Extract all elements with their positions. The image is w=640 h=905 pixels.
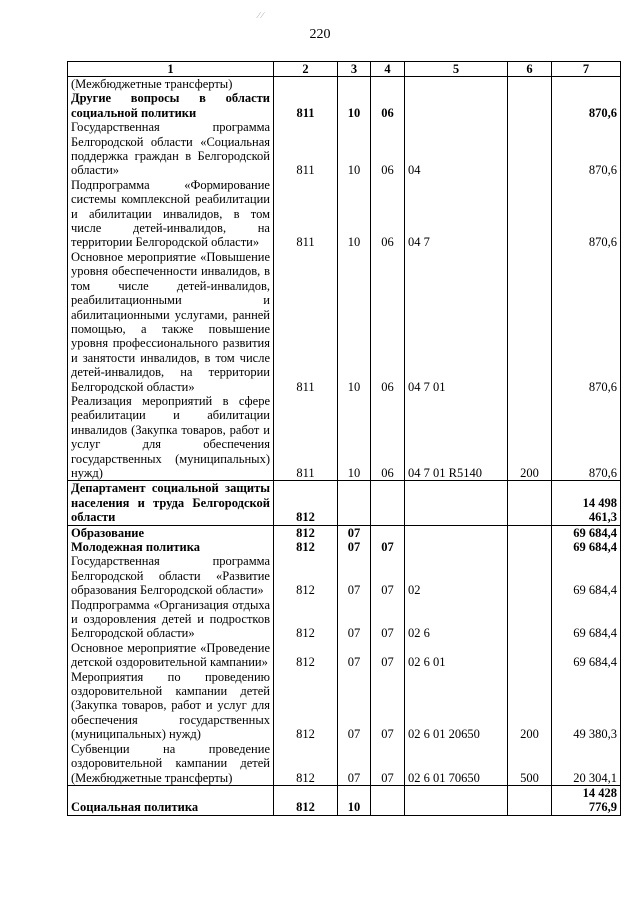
cell-subsection: 06 — [371, 178, 405, 250]
cell-ministry-code: 812 — [274, 525, 338, 540]
cell-subsection — [371, 525, 405, 540]
cell-ministry-code: 812 — [274, 670, 338, 742]
cell-section — [338, 77, 371, 92]
cell-section: 07 — [338, 742, 371, 786]
cell-ministry-code: 811 — [274, 250, 338, 394]
cell-name: Подпрограмма «Организация отдыха и оздоровления детей и подростков Белгородской области» — [68, 598, 274, 641]
cell-section: 07 — [338, 641, 371, 670]
cell-expense-type — [508, 481, 552, 525]
column-header-6: 6 — [508, 62, 552, 77]
table-row — [68, 77, 621, 92]
cell-amount: 870,6 — [552, 91, 621, 120]
cell-name: Молодежная политика — [68, 540, 274, 554]
cell-subsection: 07 — [371, 598, 405, 641]
cell-section: 07 — [338, 670, 371, 742]
column-header-4: 4 — [371, 62, 405, 77]
cell-subsection — [371, 481, 405, 525]
cell-expense-type — [508, 250, 552, 394]
cell-expense-type: 200 — [508, 670, 552, 742]
table-row — [68, 178, 621, 250]
cell-name: (Межбюджетные трансферты) — [68, 77, 274, 92]
table-row — [68, 598, 621, 641]
cell-target-article — [405, 785, 508, 815]
cell-section: 10 — [338, 91, 371, 120]
cell-expense-type — [508, 525, 552, 540]
cell-name: Социальная политика — [68, 785, 274, 815]
cell-ministry-code: 811 — [274, 120, 338, 178]
cell-amount: 870,6 — [552, 394, 621, 481]
cell-name: Основное мероприятие «Проведение детской оздоровительной кампании» — [68, 641, 274, 670]
cell-ministry-code: 811 — [274, 178, 338, 250]
cell-target-article: 02 6 01 20650 — [405, 670, 508, 742]
cell-expense-type — [508, 785, 552, 815]
cell-section: 10 — [338, 250, 371, 394]
page-number: 220 — [309, 27, 331, 42]
table-row — [68, 540, 621, 554]
cell-subsection — [371, 77, 405, 92]
cell-ministry-code: 812 — [274, 540, 338, 554]
cell-ministry-code: 812 — [274, 554, 338, 597]
cell-subsection: 07 — [371, 670, 405, 742]
header-row — [68, 62, 621, 77]
cell-section — [338, 481, 371, 525]
cell-ministry-code: 812 — [274, 641, 338, 670]
cell-ministry-code: 812 — [274, 481, 338, 525]
cell-name: Государственная программа Белгородской области «Социальная поддержка граждан в Белгородской области» — [68, 120, 274, 178]
column-header-3: 3 — [338, 62, 371, 77]
cell-section: 07 — [338, 540, 371, 554]
cell-name: Подпрограмма «Формирование системы комплексной реабилитации и абилитации инвалидов, в том числе детей-инвалидов, на территории Белгородской области» — [68, 178, 274, 250]
budget-table — [67, 61, 621, 816]
cell-name: Департамент социальной защиты населения и труда Белгородской области — [68, 481, 274, 525]
cell-name: Образование — [68, 525, 274, 540]
cell-expense-type — [508, 91, 552, 120]
cell-expense-type — [508, 641, 552, 670]
cell-section: 07 — [338, 554, 371, 597]
table-row — [68, 525, 621, 540]
cell-amount: 870,6 — [552, 178, 621, 250]
column-header-2: 2 — [274, 62, 338, 77]
cell-amount: 870,6 — [552, 250, 621, 394]
cell-ministry-code — [274, 77, 338, 92]
cell-expense-type — [508, 178, 552, 250]
cell-expense-type — [508, 120, 552, 178]
cell-section: 10 — [338, 178, 371, 250]
cell-ministry-code: 811 — [274, 394, 338, 481]
column-header-5: 5 — [405, 62, 508, 77]
cell-name: Другие вопросы в области социальной политики — [68, 91, 274, 120]
cell-target-article — [405, 540, 508, 554]
cell-amount: 69 684,4 — [552, 641, 621, 670]
cell-name: Основное мероприятие «Повышение уровня обеспеченности инвалидов, в том числе детей-инвалидов, реабилитационными и абилитационными услугами, ранней помощью, а также повышение уровня профессионального развития и занятости инвалидов, в том числе детей-инвалидов, на территории Белгородской области» — [68, 250, 274, 394]
cell-amount: 69 684,4 — [552, 598, 621, 641]
scan-mark: ∕ ∕ — [258, 10, 264, 20]
cell-expense-type: 200 — [508, 394, 552, 481]
cell-target-article: 02 — [405, 554, 508, 597]
cell-expense-type: 500 — [508, 742, 552, 786]
cell-target-article — [405, 77, 508, 92]
cell-subsection: 07 — [371, 554, 405, 597]
cell-name: Государственная программа Белгородской области «Развитие образования Белгородской области» — [68, 554, 274, 597]
cell-subsection: 07 — [371, 742, 405, 786]
cell-target-article: 02 6 01 — [405, 641, 508, 670]
column-header-1: 1 — [68, 62, 274, 77]
cell-amount: 69 684,4 — [552, 525, 621, 540]
cell-target-article — [405, 91, 508, 120]
cell-subsection: 06 — [371, 394, 405, 481]
cell-target-article: 04 7 01 R5140 — [405, 394, 508, 481]
cell-amount: 14 498 461,3 — [552, 481, 621, 525]
cell-target-article — [405, 525, 508, 540]
cell-amount — [552, 77, 621, 92]
cell-expense-type — [508, 554, 552, 597]
cell-name: Субвенции на проведение оздоровительной кампании детей (Межбюджетные трансферты) — [68, 742, 274, 786]
cell-subsection: 06 — [371, 250, 405, 394]
cell-section: 10 — [338, 394, 371, 481]
cell-section: 10 — [338, 120, 371, 178]
cell-target-article: 04 7 01 — [405, 250, 508, 394]
table-row — [68, 481, 621, 525]
cell-expense-type — [508, 77, 552, 92]
cell-amount: 69 684,4 — [552, 554, 621, 597]
table-row — [68, 670, 621, 742]
table-row — [68, 120, 621, 178]
table-row — [68, 394, 621, 481]
table-row — [68, 742, 621, 786]
cell-target-article — [405, 481, 508, 525]
cell-amount: 14 428 776,9 — [552, 785, 621, 815]
cell-target-article: 02 6 — [405, 598, 508, 641]
cell-section: 07 — [338, 598, 371, 641]
cell-subsection: 06 — [371, 91, 405, 120]
cell-subsection: 07 — [371, 540, 405, 554]
cell-expense-type — [508, 598, 552, 641]
cell-expense-type — [508, 540, 552, 554]
table-row — [68, 91, 621, 120]
cell-ministry-code: 811 — [274, 91, 338, 120]
cell-name: Мероприятия по проведению оздоровительной кампании детей (Закупка товаров, работ и услуг для обеспечения государственных (муниципальных) нужд) — [68, 670, 274, 742]
cell-amount: 49 380,3 — [552, 670, 621, 742]
column-header-7: 7 — [552, 62, 621, 77]
cell-subsection: 06 — [371, 120, 405, 178]
table-row — [68, 785, 621, 815]
cell-ministry-code: 812 — [274, 742, 338, 786]
cell-target-article: 04 7 — [405, 178, 508, 250]
table-row — [68, 250, 621, 394]
cell-amount: 870,6 — [552, 120, 621, 178]
cell-section: 10 — [338, 785, 371, 815]
cell-name: Реализация мероприятий в сфере реабилитации и абилитации инвалидов (Закупка товаров, работ и услуг для обеспечения государственных (муниципальных) нужд) — [68, 394, 274, 481]
cell-subsection: 07 — [371, 641, 405, 670]
cell-ministry-code: 812 — [274, 598, 338, 641]
cell-target-article: 04 — [405, 120, 508, 178]
cell-section: 07 — [338, 525, 371, 540]
cell-subsection — [371, 785, 405, 815]
cell-amount: 69 684,4 — [552, 540, 621, 554]
cell-amount: 20 304,1 — [552, 742, 621, 786]
table-row — [68, 554, 621, 597]
table-row — [68, 641, 621, 670]
cell-ministry-code: 812 — [274, 785, 338, 815]
cell-target-article: 02 6 01 70650 — [405, 742, 508, 786]
